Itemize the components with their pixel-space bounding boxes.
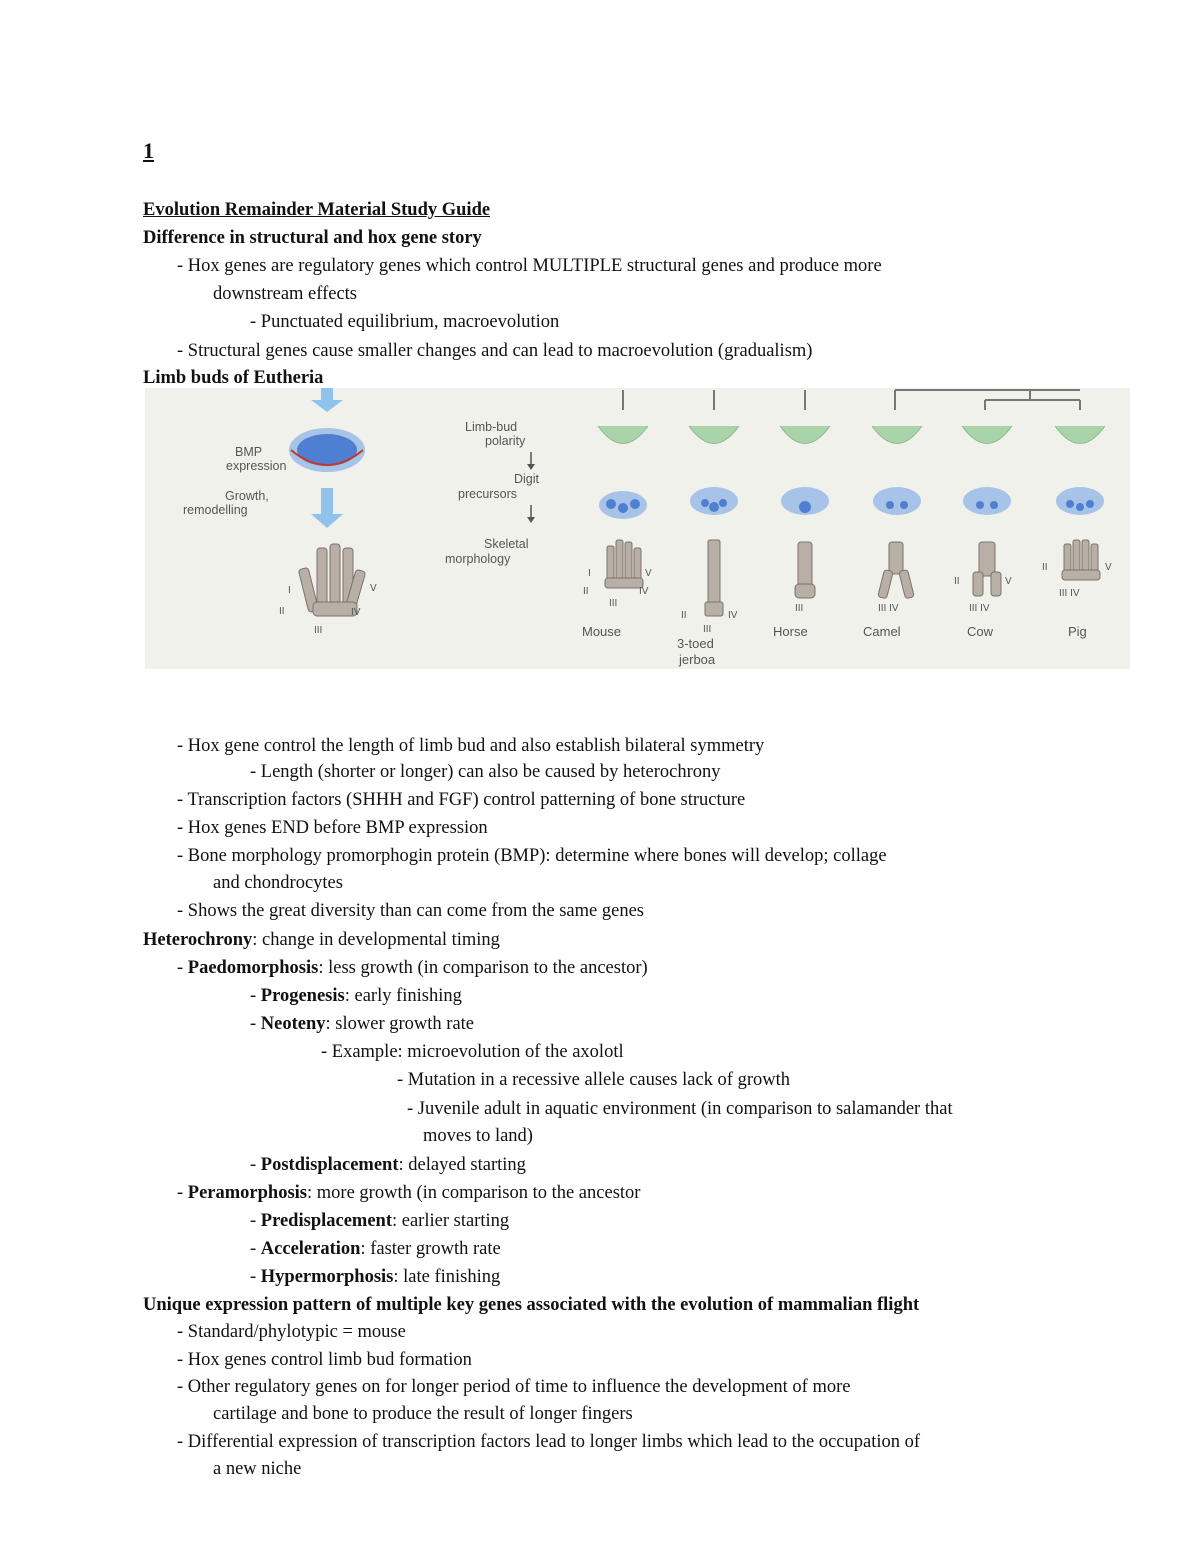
left-roman-ii: II <box>279 606 285 617</box>
section-heading-mammalian-flight: Unique expression pattern of multiple key genes associated with the evolution of mammalian flight <box>143 1295 920 1315</box>
left-arrow-bottom <box>311 488 343 528</box>
dash: - <box>250 1239 261 1259</box>
cow-digits: III IV <box>969 603 990 614</box>
bullet-hox-end: - Hox genes END before BMP expression <box>177 818 488 838</box>
left-arrow-top <box>311 388 343 412</box>
bullet-hox-regulatory-cont: downstream effects <box>213 284 358 304</box>
animal-column-horse <box>773 426 830 639</box>
bullet-diversity: - Shows the great diversity than can come from the same genes <box>177 901 644 921</box>
left-roman-iii: III <box>314 625 323 636</box>
def-hypermorphosis: : late finishing <box>393 1267 501 1287</box>
term-peramorphosis: Peramorphosis <box>187 1183 308 1203</box>
mouse-digit-i: I <box>588 568 591 579</box>
bullet-standard-mouse: - Standard/phylotypic = mouse <box>177 1322 406 1342</box>
stage-label-precursors: precursors <box>458 487 518 501</box>
horse-label: Horse <box>773 624 808 639</box>
bullet-differential-expression-cont: a new niche <box>213 1459 302 1479</box>
dash: - <box>177 958 188 978</box>
stage-label-digit: Digit <box>514 472 540 486</box>
mouse-label: Mouse <box>582 624 622 639</box>
stage-label-polarity: polarity <box>485 434 526 448</box>
left-label-remodelling: remodelling <box>183 503 248 517</box>
cow-label: Cow <box>967 624 994 639</box>
jerboa-label: 3-toed <box>677 636 714 651</box>
dash: - <box>250 1211 261 1231</box>
stage-label-morphology: morphology <box>445 552 511 566</box>
def-peramorphosis: : more growth (in comparison to the ancestor <box>307 1183 641 1203</box>
document-title: Evolution Remainder Material Study Guide <box>143 200 491 220</box>
camel-digits: III IV <box>878 603 899 614</box>
item-juvenile-adult-cont: moves to land) <box>423 1126 533 1146</box>
pig-digit-v: V <box>1105 562 1112 573</box>
term-neoteny: Neoteny <box>260 1014 326 1034</box>
bullet-heterochrony-length: - Length (shorter or longer) can also be caused by heterochrony <box>250 762 721 782</box>
def-progenesis: : early finishing <box>344 986 462 1006</box>
item-recessive-allele: - Mutation in a recessive allele causes lack of growth <box>397 1070 790 1090</box>
bullet-hox-length: - Hox gene control the length of limb bud and also establish bilateral symmetry <box>177 736 765 756</box>
cow-digit-v: V <box>1005 576 1012 587</box>
left-label-bmp: BMP <box>235 445 263 459</box>
limb-bud-diagram <box>145 388 1130 669</box>
def-paedomorphosis: : less growth (in comparison to the ancestor) <box>318 958 648 978</box>
left-roman-iv: IV <box>351 607 361 618</box>
mouse-digit-iv: IV <box>639 586 649 597</box>
item-peramorphosis <box>177 1179 640 1207</box>
animal-column-jerboa <box>677 426 739 667</box>
term-acceleration: Acceleration <box>260 1239 361 1259</box>
animal-column-camel <box>863 426 922 639</box>
left-roman-i: I <box>288 585 291 596</box>
item-acceleration <box>250 1235 501 1263</box>
term-postdisplacement: Postdisplacement <box>260 1155 399 1175</box>
animal-column-cow <box>954 426 1012 639</box>
bullet-hox-regulatory: - Hox genes are regulatory genes which control MULTIPLE structural genes and produce more <box>177 256 882 276</box>
cow-digit-ii: II <box>954 576 960 587</box>
def-heterochrony: : change in developmental timing <box>252 930 500 950</box>
dash: - <box>177 1183 188 1203</box>
item-juvenile-adult: - Juvenile adult in aquatic environment (in comparison to salamander that <box>407 1099 953 1119</box>
jerboa-digit-iv: IV <box>728 610 738 621</box>
bullet-structural-genes: - Structural genes cause smaller changes and can lead to macroevolution (gradualism) <box>177 341 813 361</box>
pig-digits: III IV <box>1059 588 1080 599</box>
bullet-differential-expression: - Differential expression of transcription factors lead to longer limbs which lead to the occupation of <box>177 1432 921 1452</box>
term-heterochrony: Heterochrony <box>143 930 253 950</box>
item-paedomorphosis <box>177 954 648 982</box>
limb-bud-figure <box>145 388 1130 669</box>
left-roman-v: V <box>370 583 377 594</box>
bullet-bmp-cont: and chondrocytes <box>213 873 343 893</box>
mouse-digit-ii: II <box>583 586 589 597</box>
jerboa-label-2: jerboa <box>679 652 716 667</box>
left-label-growth: Growth, <box>225 489 269 503</box>
bullet-bmp: - Bone morphology promorphogin protein (BMP): determine where bones will develop; collage <box>177 846 887 866</box>
def-acceleration: : faster growth rate <box>360 1239 501 1259</box>
left-label-expression: expression <box>226 459 287 473</box>
stage-label-limb-bud: Limb-bud <box>465 420 518 434</box>
section-heading-limb-buds: Limb buds of Eutheria <box>143 368 324 388</box>
bullet-hox-limb-formation: - Hox genes control limb bud formation <box>177 1350 472 1370</box>
phylogeny-tree <box>623 390 1080 410</box>
jerboa-digit-ii: II <box>681 610 687 621</box>
jerboa-digit-iii: III <box>703 624 712 635</box>
stage-label-skeletal: Skeletal <box>484 537 529 551</box>
item-predisplacement <box>250 1207 509 1235</box>
dash: - <box>250 1014 261 1034</box>
section-heading-hox: Difference in structural and hox gene story <box>143 228 482 248</box>
animal-column-pig <box>1042 426 1112 639</box>
bullet-regulatory-genes: - Other regulatory genes on for longer period of time to influence the development of more <box>177 1377 851 1397</box>
def-postdisplacement: : delayed starting <box>398 1155 526 1175</box>
mouse-digit-iii: III <box>609 598 618 609</box>
pig-label: Pig <box>1068 624 1087 639</box>
pig-digit-ii: II <box>1042 562 1048 573</box>
item-hypermorphosis <box>250 1263 500 1291</box>
def-neoteny: : slower growth rate <box>325 1014 475 1034</box>
page-number: 1 <box>143 138 154 163</box>
heterochrony-heading <box>143 926 500 954</box>
item-axolotl-example: - Example: microevolution of the axolotl <box>321 1042 624 1062</box>
horse-digit-iii: III <box>795 603 804 614</box>
item-progenesis <box>250 982 462 1010</box>
item-neoteny <box>250 1010 474 1038</box>
term-predisplacement: Predisplacement <box>260 1211 392 1231</box>
left-skeleton-hand <box>298 544 365 616</box>
dash: - <box>250 986 261 1006</box>
camel-label: Camel <box>863 624 901 639</box>
animal-column-mouse <box>582 426 652 639</box>
term-hypermorphosis: Hypermorphosis <box>260 1267 394 1287</box>
bullet-transcription-factors: - Transcription factors (SHHH and FGF) control patterning of bone structure <box>177 790 746 810</box>
bullet-regulatory-genes-cont: cartilage and bone to produce the result of longer fingers <box>213 1404 633 1424</box>
mouse-digit-v: V <box>645 568 652 579</box>
term-progenesis: Progenesis <box>260 986 345 1006</box>
bmp-expression-blob <box>289 428 365 472</box>
term-paedomorphosis: Paedomorphosis <box>187 958 319 978</box>
dash: - <box>250 1155 261 1175</box>
dash: - <box>250 1267 261 1287</box>
def-predisplacement: : earlier starting <box>392 1211 510 1231</box>
item-postdisplacement <box>250 1151 526 1179</box>
bullet-punctuated: - Punctuated equilibrium, macroevolution <box>250 312 560 332</box>
